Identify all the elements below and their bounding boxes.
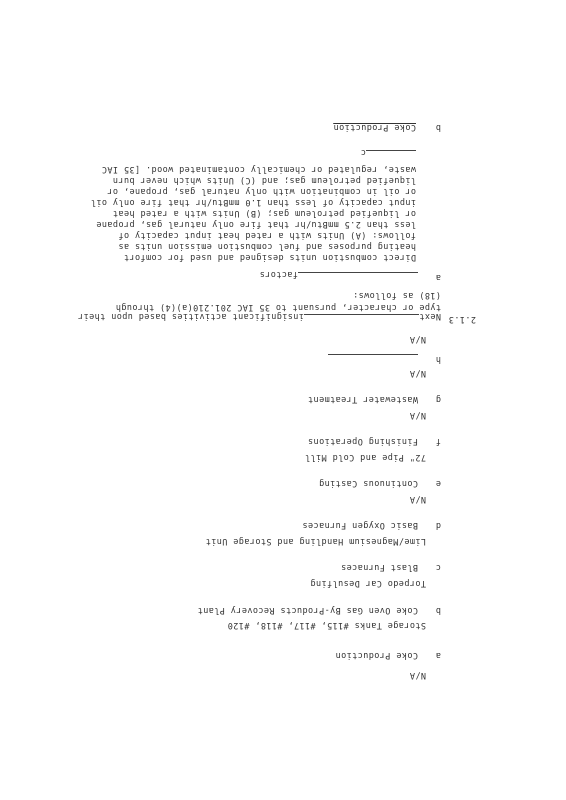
item-b-title: Coke Oven Gas By-Products Recovery Plant [197,605,418,615]
blank-line [304,314,419,324]
item-a2-head [259,269,418,282]
item-c-letter: c [435,562,441,572]
para-line: heating purposes and fuel combustion emission units as [118,241,416,251]
item-f-detail: 72" Pipe and Cold Mill [304,452,426,462]
item-a2-letter: a [435,272,441,282]
para-line: follows: (A) Units with a rated heat input capacity of [118,230,416,240]
para-line: or oil in combination with only natural gas, propane, or [107,186,416,196]
para-line: or liquefied petroleum gas; (B) Units with a rated heat [112,208,416,218]
item-f-title: Finishing Operations [307,436,418,446]
item-g-detail: N/A [409,410,426,420]
item-e-letter: e [435,478,441,488]
item-c-detail: Torpedo Car Desulfing [310,578,426,588]
item-e-detail: N/A [409,494,426,504]
para-line: less than 2.5 mmBtu/hr that fire only natural gas, propane [95,219,416,229]
item-c-title: Blast Furnaces [340,562,418,572]
para-line: liquefied petroleum gas; and (C) Units which never burn [112,175,416,185]
para-line: waste, regulated or chemically contaminated wood. [35 IAC [101,164,416,174]
section-line2: type or character, pursuant to 35 IAC 201.210(a)(4) through [115,302,441,312]
item-d-detail: Lime/Magnesium Handling and Storage Unit [205,536,426,546]
item-h-blank [328,351,418,364]
na-detail: N/A [409,334,426,344]
para-line: Direct combustion units designed and used for comfort [123,252,416,262]
item-g-title: Wastewater Treatment [307,394,418,404]
item-a-title: Coke Production [335,650,418,660]
para-tail [360,147,416,160]
para-line: input capacity of less than 1.0 mmBtu/hr that fire only oil [90,197,416,207]
item-d-title: Basic Oxygen Furnaces [302,520,418,530]
item-b-letter: b [435,605,441,615]
item-a-letter: a [435,650,441,660]
item-d-letter: d [435,520,441,530]
para-tail-char: c [360,147,366,157]
item-e-title: Continuous Casting [318,478,418,488]
item-a2-suffix: factors [259,269,298,279]
item-a-detail: N/A [409,670,426,680]
section-number: 2.1.3 [448,314,476,324]
section-line1-end: insignificant activities based upon their [77,311,304,321]
item-b2-letter: b [435,122,441,132]
item-g-letter: g [435,394,441,404]
item-h-letter: h [435,354,441,364]
item-b-detail: Storage Tanks #115, #117, #118, #120 [227,620,426,630]
section-line1 [78,311,441,324]
item-b2-title: Coke Production [333,122,416,132]
blank-line [298,272,418,282]
blank-line [366,150,416,160]
section-line3: (18) as follows: [352,290,441,300]
blank-line [328,354,418,364]
item-f-letter: f [435,436,441,446]
section-line1-start: Next [418,311,441,321]
item-h-detail: N/A [409,368,426,378]
